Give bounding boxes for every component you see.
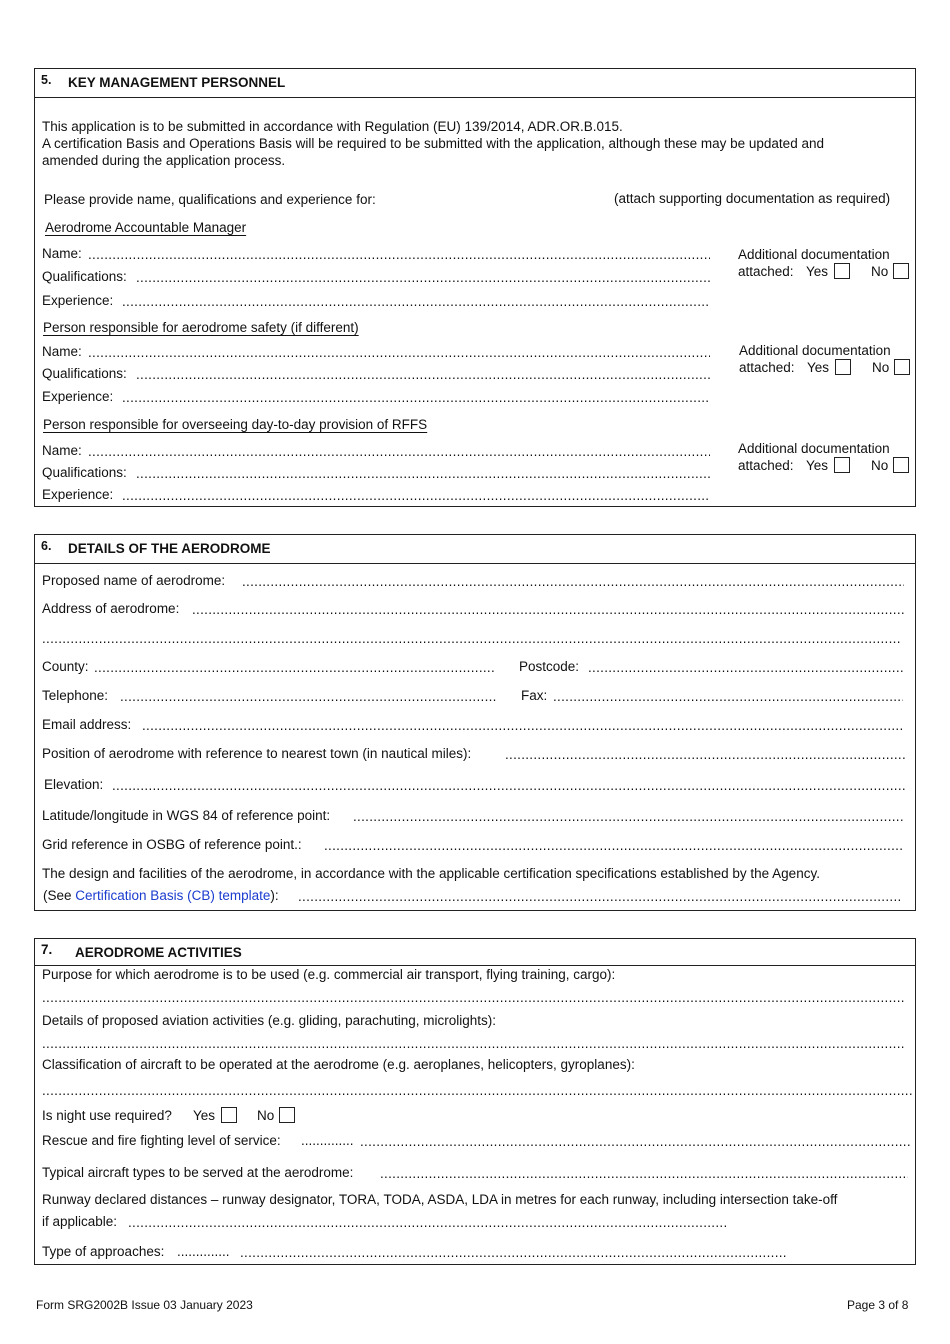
qualifications-field[interactable] <box>136 368 710 382</box>
section-number: 5. <box>41 73 52 87</box>
section-title: AERODROME ACTIVITIES <box>75 945 242 960</box>
proposed-name-label: Proposed name of aerodrome: <box>42 573 226 588</box>
attached-label: attached: <box>738 458 794 473</box>
elevation-field[interactable] <box>112 779 906 793</box>
details-field[interactable] <box>42 1037 904 1051</box>
qualifications-label: Qualifications: <box>42 366 127 381</box>
provide-instruction: Please provide name, qualifications and experience for: <box>44 192 376 207</box>
approaches-field[interactable] <box>240 1246 786 1260</box>
night-use-no-checkbox[interactable] <box>279 1107 295 1123</box>
experience-field[interactable] <box>122 391 710 405</box>
approaches-label: Type of approaches: <box>42 1244 165 1259</box>
telephone-label: Telephone: <box>42 688 109 703</box>
rescue-category-field[interactable]: .............. <box>301 1133 354 1148</box>
design-facilities-label: The design and facilities of the aerodrome, in accordance with the applicable certification specifications established by the Agency. <box>42 866 820 881</box>
yes-checkbox[interactable] <box>834 263 850 279</box>
email-label: Email address: <box>42 717 132 732</box>
experience-field[interactable] <box>122 295 710 309</box>
yes-checkbox[interactable] <box>834 457 850 473</box>
section-title: KEY MANAGEMENT PERSONNEL <box>68 75 286 90</box>
purpose-field[interactable] <box>42 991 904 1005</box>
address-field-line-2[interactable] <box>42 632 902 646</box>
qualifications-field[interactable] <box>136 467 710 481</box>
qualifications-field[interactable] <box>136 271 710 285</box>
typical-aircraft-label: Typical aircraft types to be served at the aerodrome: <box>42 1165 354 1180</box>
attach-note: (attach supporting documentation as required) <box>614 191 891 206</box>
page-number: Page 3 of 8 <box>847 1298 909 1312</box>
intro-line-1: This application is to be submitted in accordance with Regulation (EU) 139/2014, ADR.OR.B.015. <box>42 119 623 134</box>
see-cb-line <box>43 887 279 904</box>
section-7-header <box>35 939 915 966</box>
position-field[interactable] <box>505 748 905 762</box>
name-label: Name: <box>42 246 82 261</box>
qualifications-label: Qualifications: <box>42 269 127 284</box>
position-label: Position of aerodrome with reference to nearest town (in nautical miles): <box>42 746 472 761</box>
experience-field[interactable] <box>122 489 710 503</box>
yes-label: Yes <box>806 264 829 279</box>
section-6-header <box>35 535 915 564</box>
attached-label: attached: <box>738 264 794 279</box>
design-field[interactable] <box>298 890 900 904</box>
classification-label: Classification of aircraft to be operated at the aerodrome (e.g. aeroplanes, helicopters, gyroplanes): <box>42 1057 635 1072</box>
address-field[interactable] <box>192 603 904 617</box>
additional-documentation-label: Additional documentation <box>738 441 890 456</box>
intro-line-2: A certification Basis and Operations Basis will be required to be submitted with the application, although these may be updated and <box>42 136 824 151</box>
fax-label: Fax: <box>521 688 548 703</box>
name-label: Name: <box>42 443 82 458</box>
latlong-label: Latitude/longitude in WGS 84 of reference point: <box>42 808 331 823</box>
classification-field[interactable] <box>42 1084 912 1098</box>
latlong-field[interactable] <box>353 810 903 824</box>
person-heading-safety: Person responsible for aerodrome safety (if different) <box>43 320 359 335</box>
no-checkbox[interactable] <box>893 457 909 473</box>
no-checkbox[interactable] <box>893 263 909 279</box>
qualifications-label: Qualifications: <box>42 465 127 480</box>
postcode-label: Postcode: <box>519 659 580 674</box>
experience-label: Experience: <box>42 487 114 502</box>
no-label: No <box>871 264 889 279</box>
details-label: Details of proposed aviation activities (e.g. gliding, parachuting, microlights): <box>42 1013 496 1028</box>
additional-documentation-label: Additional documentation <box>738 247 890 262</box>
night-use-yes-checkbox[interactable] <box>221 1107 237 1123</box>
section-title: DETAILS OF THE AERODROME <box>68 541 271 556</box>
yes-label: Yes <box>193 1108 216 1123</box>
postcode-field[interactable] <box>588 661 904 675</box>
section-number: 7. <box>41 942 53 957</box>
cb-template-link[interactable]: Certification Basis (CB) template <box>75 888 271 903</box>
see-close: ): <box>270 888 279 903</box>
grid-reference-label: Grid reference in OSBG of reference point.: <box>42 837 302 852</box>
purpose-label: Purpose for which aerodrome is to be used (e.g. commercial air transport, flying training, cargo): <box>42 967 616 982</box>
elevation-label: Elevation: <box>44 777 104 792</box>
runway-distances-field[interactable] <box>128 1216 728 1230</box>
form-reference: Form SRG2002B Issue 03 January 2023 <box>36 1298 253 1312</box>
grid-reference-field[interactable] <box>324 839 904 853</box>
yes-checkbox[interactable] <box>835 359 851 375</box>
no-label: No <box>872 360 890 375</box>
person-heading-rffs: Person responsible for overseeing day-to-day provision of RFFS <box>43 417 428 432</box>
typical-aircraft-field[interactable] <box>380 1167 908 1181</box>
rescue-label: Rescue and fire fighting level of service: <box>42 1133 281 1148</box>
county-field[interactable] <box>94 661 494 675</box>
email-field[interactable] <box>142 719 904 733</box>
approaches-short-field[interactable]: .............. <box>177 1244 230 1259</box>
no-label: No <box>871 458 889 473</box>
if-applicable-label: if applicable: <box>42 1214 118 1229</box>
section-5-header <box>35 69 915 98</box>
rescue-field[interactable] <box>360 1135 910 1149</box>
proposed-name-field[interactable] <box>242 575 904 589</box>
county-label: County: <box>42 659 89 674</box>
experience-label: Experience: <box>42 293 114 308</box>
telephone-field[interactable] <box>120 690 496 704</box>
yes-label: Yes <box>806 458 829 473</box>
name-field[interactable] <box>88 445 710 459</box>
additional-documentation-label: Additional documentation <box>739 343 891 358</box>
name-field[interactable] <box>88 346 710 360</box>
attached-label: attached: <box>739 360 795 375</box>
address-label: Address of aerodrome: <box>42 601 180 616</box>
see-open: (See <box>43 888 76 903</box>
no-label: No <box>257 1108 275 1123</box>
person-heading-accountable-manager: Aerodrome Accountable Manager <box>45 220 247 235</box>
name-label: Name: <box>42 344 82 359</box>
experience-label: Experience: <box>42 389 114 404</box>
yes-label: Yes <box>807 360 830 375</box>
no-checkbox[interactable] <box>894 359 910 375</box>
section-number: 6. <box>41 539 52 553</box>
fax-field[interactable] <box>553 690 903 704</box>
night-use-label: Is night use required? <box>42 1108 172 1123</box>
name-field[interactable] <box>88 248 710 262</box>
runway-distances-label: Runway declared distances – runway designator, TORA, TODA, ASDA, LDA in metres for each runway, including intersection take-off <box>42 1192 838 1207</box>
intro-line-3: amended during the application process. <box>42 153 286 168</box>
